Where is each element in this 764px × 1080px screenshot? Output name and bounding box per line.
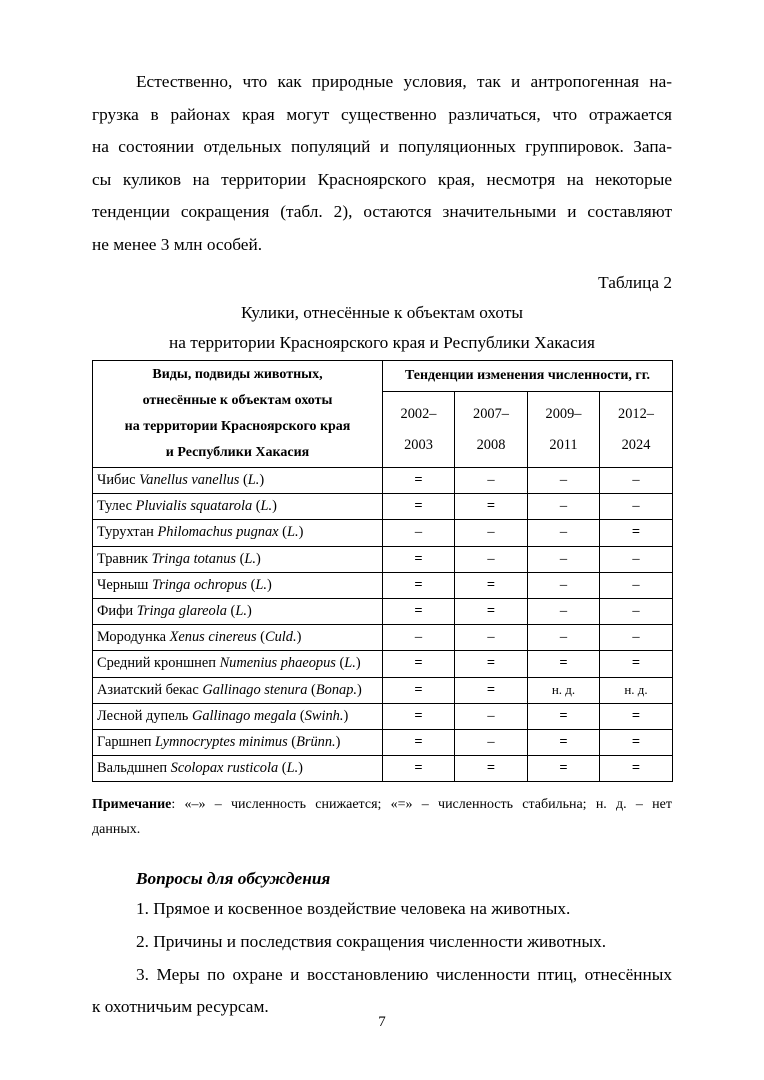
intro-line: сы куликов на территории Красноярского края, несмотря на некоторые: [92, 169, 672, 189]
trend-value: =: [528, 756, 600, 782]
species-latin-name: Philomachus pugnax: [157, 524, 279, 541]
question-item: 2. Причины и последствия сокращения численности животных.: [136, 932, 607, 951]
trend-value: =: [383, 756, 455, 782]
header-species-line: Виды, подвиды животных,: [152, 367, 323, 382]
trend-value: –: [600, 468, 673, 494]
table-row: [93, 677, 673, 703]
intro-line: на состоянии отдельных популяций и популяционных группировок. Запа-: [92, 137, 672, 157]
species-latin-name: Scolopax rusticola: [170, 760, 279, 777]
table-body: [93, 468, 673, 782]
trend-value: –: [600, 494, 673, 520]
species-name: Травник Tringa totanus (L.): [93, 546, 383, 572]
trend-value: –: [455, 729, 528, 755]
header-period: [528, 392, 600, 468]
table-row: [93, 729, 673, 755]
question-item: 1. Прямое и косвенное воздействие человека на животных.: [136, 899, 571, 918]
trend-value: =: [383, 598, 455, 624]
species-common-name: Тулес: [97, 498, 136, 515]
trend-value: =: [455, 598, 528, 624]
trend-value: =: [455, 572, 528, 598]
trend-value: –: [528, 572, 600, 598]
trend-value: –: [528, 468, 600, 494]
trend-value: –: [528, 625, 600, 651]
intro-line: грузка в районах края могут существенно различаться, что отражается: [92, 104, 672, 124]
trend-value: =: [383, 494, 455, 520]
species-authority: L.: [235, 603, 247, 620]
trend-value: =: [528, 729, 600, 755]
species-authority: L.: [255, 576, 268, 593]
question-item: 3. Меры по охране и восстановлению численности птиц, отнесённых: [136, 965, 672, 984]
trend-value: –: [600, 598, 673, 624]
species-authority: L.: [247, 472, 260, 489]
species-common-name: Мородунка: [97, 629, 170, 646]
trend-value: –: [455, 625, 528, 651]
trend-value: н. д.: [600, 677, 673, 703]
species-common-name: Турухтан: [97, 524, 158, 541]
period-start: 2009–: [545, 405, 582, 422]
species-latin-name: Tringa totanus: [151, 550, 236, 567]
species-name: Азиатский бекас Gallinago stenura (Bonap.): [93, 677, 383, 703]
header-period: [600, 392, 673, 468]
header-trend: Тенденции изменения численности, гг.: [383, 361, 673, 392]
period-end: 2008: [476, 436, 506, 453]
species-name: Чибис Vanellus vanellus (L.): [93, 468, 383, 494]
trend-value: –: [600, 572, 673, 598]
trend-value: =: [600, 520, 673, 546]
species-latin-name: Pluvialis squatarola: [135, 498, 253, 515]
intro-line: Естественно, что как природные условия, так и антропогенная на-: [136, 72, 672, 91]
species-name: Черныш Tringa ochropus (L.): [93, 572, 383, 598]
trend-value: –: [383, 625, 455, 651]
header-species-line: на территории Красноярского края: [124, 419, 351, 434]
page-number: 7: [378, 1014, 386, 1030]
trend-value: =: [528, 703, 600, 729]
trend-value: –: [600, 546, 673, 572]
trend-value: =: [383, 546, 455, 572]
table-row: [93, 520, 673, 546]
species-authority: L.: [344, 655, 356, 672]
trend-value: =: [528, 651, 600, 677]
trend-value: –: [455, 703, 528, 729]
header-period: [383, 392, 455, 468]
trend-value: н. д.: [528, 677, 600, 703]
species-common-name: Чибис: [97, 472, 140, 489]
species-name: Гаршнеп Lymnocryptes minimus (Brünn.): [93, 729, 383, 755]
species-authority: L.: [260, 498, 273, 515]
species-authority: L.: [286, 760, 299, 777]
question-item-continuation: к охотничьим ресурсам.: [92, 997, 269, 1016]
trend-value: =: [383, 572, 455, 598]
species-latin-name: Tringa glareola: [136, 603, 227, 620]
questions-heading: Вопросы для обсуждения: [136, 869, 331, 888]
table-row: [93, 625, 673, 651]
trend-value: =: [600, 651, 673, 677]
species-common-name: Фифи: [97, 603, 137, 620]
species-authority: Culd.: [264, 629, 297, 646]
species-name: Лесной дупель Gallinago megala (Swinh.): [93, 703, 383, 729]
period-end: 2024: [621, 436, 651, 453]
species-latin-name: Gallinago stenura: [202, 681, 308, 698]
trend-value: =: [600, 729, 673, 755]
species-common-name: Средний кроншнеп: [97, 655, 220, 672]
header-species-line: и Республики Хакасия: [165, 445, 310, 460]
header-species: [93, 361, 383, 468]
trend-value: =: [383, 703, 455, 729]
species-authority: Bonap.: [315, 681, 358, 698]
note-line: [92, 792, 672, 817]
intro-line: не менее 3 млн особей.: [92, 234, 263, 254]
species-name: Мородунка Xenus cinereus (Culd.): [93, 625, 383, 651]
table-row: [93, 756, 673, 782]
table-title-line2: на территории Красноярского края и Республики Хакасия: [169, 333, 595, 352]
species-common-name: Вальдшнеп: [97, 760, 171, 777]
trend-value: –: [528, 520, 600, 546]
period-start: 2007–: [473, 405, 509, 422]
species-name: Вальдшнеп Scolopax rusticola (L.): [93, 756, 383, 782]
trend-value: –: [528, 494, 600, 520]
table-row: [93, 494, 673, 520]
table-row: [93, 598, 673, 624]
species-common-name: Лесной дупель: [97, 707, 192, 724]
table-note: [92, 792, 672, 842]
species-common-name: Гаршнеп: [97, 733, 156, 750]
trend-value: =: [383, 468, 455, 494]
trend-value: =: [600, 703, 673, 729]
trend-value: –: [528, 598, 600, 624]
trend-value: =: [383, 651, 455, 677]
trend-value: =: [455, 651, 528, 677]
table-row: [93, 546, 673, 572]
trend-value: =: [455, 756, 528, 782]
species-name: Тулес Pluvialis squatarola (L.): [93, 494, 383, 520]
trend-value: –: [600, 625, 673, 651]
species-common-name: Травник: [97, 550, 152, 567]
species-authority: L.: [286, 524, 299, 541]
species-authority: L.: [244, 550, 256, 567]
species-latin-name: Vanellus vanellus: [139, 472, 240, 489]
trend-value: =: [455, 494, 528, 520]
table-row: [93, 468, 673, 494]
period-end: 2003: [404, 436, 433, 453]
species-name: Средний кроншнеп Numenius phaeopus (L.): [93, 651, 383, 677]
trend-value: –: [455, 520, 528, 546]
trend-value: –: [383, 520, 455, 546]
trend-value: =: [600, 756, 673, 782]
table-title-line1: Кулики, отнесённые к объектам охоты: [241, 303, 523, 322]
table-row: [93, 703, 673, 729]
species-common-name: Азиатский бекас: [97, 681, 203, 698]
species-authority: Swinh.: [304, 707, 344, 724]
trend-value: –: [455, 546, 528, 572]
species-latin-name: Gallinago megala: [191, 707, 297, 724]
period-start: 2002–: [400, 405, 437, 422]
species-latin-name: Xenus cinereus: [169, 629, 257, 646]
species-latin-name: Tringa ochropus: [151, 576, 248, 593]
header-period: [455, 392, 528, 468]
questions-list: [92, 894, 672, 1022]
period-start: 2012–: [618, 405, 654, 422]
period-end: 2011: [549, 436, 578, 453]
species-common-name: Черныш: [97, 576, 152, 593]
note-line: данных.: [92, 822, 141, 837]
header-species-line: отнесённые к объектам охоты: [142, 393, 333, 408]
trend-value: –: [455, 468, 528, 494]
trend-value: =: [455, 677, 528, 703]
table-row: [93, 572, 673, 598]
table-row: [93, 651, 673, 677]
species-trend-table: [92, 360, 673, 782]
note-text: : «–» – численность снижается; «=» – численность стабильна; н. д. – нет: [171, 797, 672, 812]
species-latin-name: Numenius phaeopus: [219, 655, 336, 672]
table-label: Таблица 2: [598, 273, 672, 292]
species-latin-name: Lymnocryptes minimus: [155, 733, 288, 750]
note-label: Примечание: [92, 797, 172, 812]
species-authority: Brünn.: [296, 733, 336, 750]
species-name: Турухтан Philomachus pugnax (L.): [93, 520, 383, 546]
intro-paragraph: [92, 66, 672, 262]
trend-value: =: [383, 729, 455, 755]
species-name: Фифи Tringa glareola (L.): [93, 598, 383, 624]
trend-value: =: [383, 677, 455, 703]
trend-value: –: [528, 546, 600, 572]
intro-line: тенденции сокращения (табл. 2), остаются значительными и составляют: [92, 202, 672, 222]
